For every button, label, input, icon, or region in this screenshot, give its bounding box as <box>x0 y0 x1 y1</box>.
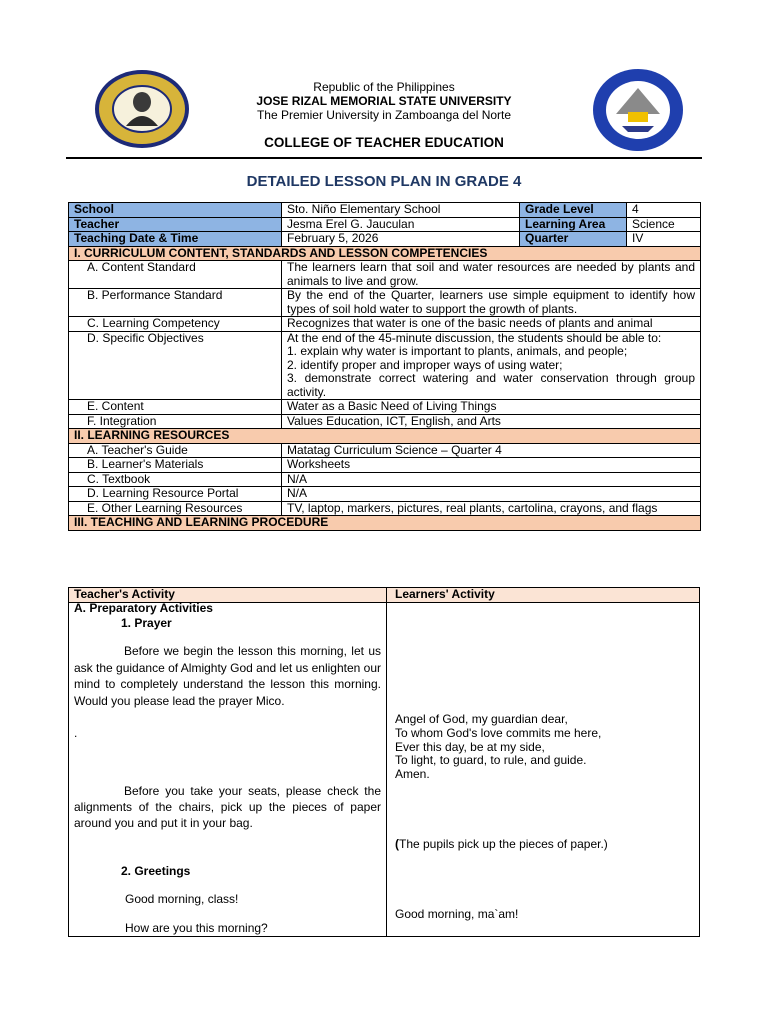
header-rule <box>66 157 702 159</box>
row-value: The learners learn that soil and water resources are needed by plants and animals to live and grow. <box>282 261 701 289</box>
university-tagline: The Premier University in Zamboanga del Norte <box>256 108 512 122</box>
prayer-line: Ever this day, be at my side, <box>395 739 545 754</box>
row-value: N/A <box>282 472 701 487</box>
row-label: C. Learning Competency <box>69 317 282 332</box>
preparatory-heading: A. Preparatory Activities <box>74 601 213 615</box>
objective-item: 2. identify proper and improper ways of using water; <box>287 357 563 372</box>
row-label: F. Integration <box>69 414 282 429</box>
prayer-line: Amen. <box>395 767 430 782</box>
teacher-activity-header: Teacher's Activity <box>74 587 175 601</box>
pupils-action <box>395 837 608 852</box>
republic-line: Republic of the Philippines <box>313 80 455 94</box>
quarter-label: Quarter <box>520 232 627 247</box>
row-value: Water as a Basic Need of Living Things <box>282 400 701 415</box>
university-name: JOSE RIZAL MEMORIAL STATE UNIVERSITY <box>256 94 512 108</box>
area-label: Learning Area <box>520 217 627 232</box>
prayer-line: To whom God's love commits me here, <box>395 725 602 740</box>
row-label: A. Content Standard <box>69 261 282 289</box>
procedure-table <box>68 587 700 937</box>
college-name: COLLEGE OF TEACHER EDUCATION <box>264 135 504 150</box>
question-text: How are you this morning? <box>125 921 268 935</box>
row-value: Values Education, ICT, English, and Arts <box>282 414 701 429</box>
seats-instruction: Before you take your seats, please check the alignments of the chairs, pick up the pieces of paper around you and put it in your bag. <box>74 784 381 830</box>
row-value: N/A <box>282 487 701 502</box>
row-value: By the end of the Quarter, learners use simple equipment to identify how types of soil hold water to support the growth of plants. <box>282 289 701 317</box>
greeting-text: Good morning, class! <box>125 892 239 906</box>
pupils-action-text: The pupils pick up the pieces of paper.) <box>399 837 608 851</box>
open-paren: ( <box>395 837 399 851</box>
section-heading: II. LEARNING RESOURCES <box>69 429 701 444</box>
teacher-value: Jesma Erel G. Jauculan <box>282 217 520 232</box>
area-value: Science <box>627 217 701 232</box>
prayer-line: To light, to guard, to rule, and guide. <box>395 753 587 768</box>
row-label: D. Specific Objectives <box>69 331 282 400</box>
prayer-heading: 1. Prayer <box>121 616 172 630</box>
grade-label: Grade Level <box>520 203 627 218</box>
objectives-cell <box>282 331 701 400</box>
greetings-heading: 2. Greetings <box>121 864 191 878</box>
row-label: B. Performance Standard <box>69 289 282 317</box>
row-label: B. Learner's Materials <box>69 458 282 473</box>
page-title: DETAILED LESSON PLAN IN GRADE 4 <box>246 173 522 190</box>
row-value: Matatag Curriculum Science – Quarter 4 <box>282 443 701 458</box>
objective-item: 3. demonstrate correct watering and water conservation through group activity. <box>287 371 695 399</box>
row-value: TV, laptop, markers, pictures, real plants, cartolina, crayons, and flags <box>282 501 701 516</box>
prayer-instruction: Before we begin the lesson this morning, let us ask the guidance of Almighty God and let us enlighten our mind to completely understand the lesson this morning. Would you please lead the prayer Mico. <box>74 644 381 708</box>
row-label: A. Teacher's Guide <box>69 443 282 458</box>
objective-item: 1. explain why water is important to plants, animals, and people; <box>287 344 628 358</box>
objectives-intro: At the end of the 45-minute discussion, the students should be able to: <box>287 330 662 345</box>
grade-value: 4 <box>627 203 701 218</box>
school-value: Sto. Niño Elementary School <box>282 203 520 218</box>
row-label: C. Textbook <box>69 472 282 487</box>
row-value: Recognizes that water is one of the basic needs of plants and animal <box>282 317 701 332</box>
learner-activity-header: Learners' Activity <box>395 587 495 601</box>
letterhead <box>0 0 768 160</box>
dot-text: . <box>74 726 78 740</box>
row-value: Worksheets <box>282 458 701 473</box>
row-label: E. Content <box>69 400 282 415</box>
section-heading: I. CURRICULUM CONTENT, STANDARDS AND LESSON COMPETENCIES <box>69 246 701 261</box>
date-value: February 5, 2026 <box>282 232 520 247</box>
date-label: Teaching Date & Time <box>69 232 282 247</box>
school-label: School <box>69 203 282 218</box>
prayer-response <box>395 713 601 782</box>
greeting-reply: Good morning, ma`am! <box>395 907 519 921</box>
quarter-value: IV <box>627 232 701 247</box>
row-label: D. Learning Resource Portal <box>69 487 282 502</box>
lesson-plan-table <box>68 202 701 531</box>
prayer-line: Angel of God, my guardian dear, <box>395 712 568 726</box>
section-heading: III. TEACHING AND LEARNING PROCEDURE <box>69 516 701 531</box>
teacher-label: Teacher <box>69 217 282 232</box>
row-label: E. Other Learning Resources <box>69 501 282 516</box>
